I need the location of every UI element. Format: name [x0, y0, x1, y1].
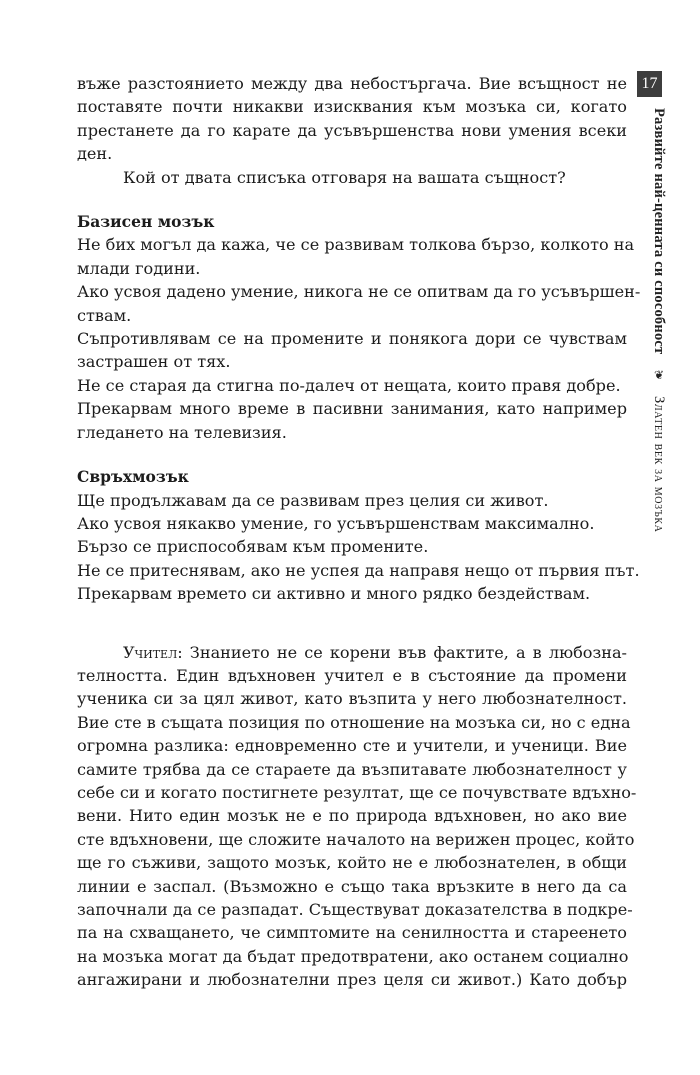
paragraph-line: линии е заспал. (Възможно е също така връзките в него да са: [77, 876, 627, 896]
paragraph-line: вени. Нито един мозък не е по природа вдъхновен, но ако вие: [77, 806, 627, 826]
paragraph-line: ще го съживи, защото мозък, който не е любознателен, в общи: [77, 853, 627, 873]
list-line: Прекарвам много време в пасивни занимания, като например: [77, 399, 627, 419]
speaker-label: Учител: [123, 642, 178, 662]
super-brain-list: [77, 465, 640, 605]
text-line: поставяте почти никакви изисквания към мозъка си, когато: [77, 97, 627, 117]
list-line: Не се притеснявам, ако не успея да направя нещо от първия път.: [77, 560, 640, 580]
list-line: Ще продължавам да се развивам през целия си живот.: [77, 490, 549, 510]
list-line: ствам.: [77, 305, 132, 325]
teacher-paragraph: [77, 641, 637, 992]
paragraph-line: на мозъка могат да бъдат предотвратени, ако останем социално: [77, 946, 629, 966]
paragraph-line: огромна разлика: едновременно сте и учители, и ученици. Вие: [77, 736, 627, 756]
fleuron-icon: ❦: [652, 368, 666, 383]
paragraph-line: самите трябва да се стараете да възпитавате любознателност у: [77, 759, 627, 779]
list-line: Не се старая да стигна по-далеч от нещата, които правя добре.: [77, 375, 621, 395]
paragraph-line: себе си и когато постигнете резултат, ще се почувствате вдъхно-: [77, 782, 637, 802]
list-line: Бързо се приспособявам към промените.: [77, 537, 429, 557]
paragraph-line: ангажирани и любознателни през целя си живот.) Като добър: [77, 970, 627, 990]
paragraph-line: ученика си за цял живот, като възпита у него любознателност.: [77, 689, 627, 709]
list-line: млади години.: [77, 258, 201, 278]
question-line: Кой от двата списъка отговаря на вашата същност?: [123, 167, 566, 187]
paragraph-line: телността. Един вдъхновен учител е в състояние да промени: [77, 665, 627, 685]
list-line: застрашен от тях.: [77, 352, 231, 372]
body-text: [77, 72, 641, 992]
text-line: въже разстоянието между два небостъргача. Вие всъщност не: [77, 74, 627, 93]
paragraph-line: Вие сте в същата позиция по отношение на мозъка си, но с една: [77, 712, 631, 732]
paragraph-line: започнали да се разпадат. Съществуват доказателства в подкре-: [77, 900, 633, 919]
first-line-text: : Знанието не се корени във фактите, а в любозна-: [177, 642, 627, 662]
paragraph-line: сте вдъхновени, ще сложите началото на верижен процес, който: [77, 829, 635, 849]
series-title: Златен век за мозъка: [651, 396, 667, 533]
list-line: Ако усвоя някакво умение, го усъвършенствам максимално.: [77, 513, 595, 533]
list-heading-basic: Базисен мозък: [77, 212, 215, 232]
page-number: 17: [637, 71, 662, 97]
running-head: [650, 108, 667, 533]
basic-brain-list: [77, 210, 641, 444]
paragraph-first-line: [77, 641, 627, 664]
text-line: ден.: [77, 144, 113, 164]
list-line: Не бих могъл да кажа, че се развивам толкова бързо, колкото на: [77, 235, 635, 255]
list-heading-super: Свръхмозък: [77, 467, 189, 487]
paragraph-line: па на схващането, че симптомите на сенилността и стареенето: [77, 923, 627, 943]
book-title: Развийте най-ценната си способност: [651, 108, 667, 355]
list-line: Ако усвоя дадено умение, никога не се опитвам да го усъвършен-: [77, 282, 641, 302]
list-line: гледането на телевизия.: [77, 422, 287, 442]
text-line: престанете да го карате да усъвършенства нови умения всеки: [77, 120, 627, 140]
list-line: Съпротивлявам се на промените и понякога дори се чувствам: [77, 329, 627, 349]
list-line: Прекарвам времето си активно и много рядко бездействам.: [77, 584, 591, 604]
